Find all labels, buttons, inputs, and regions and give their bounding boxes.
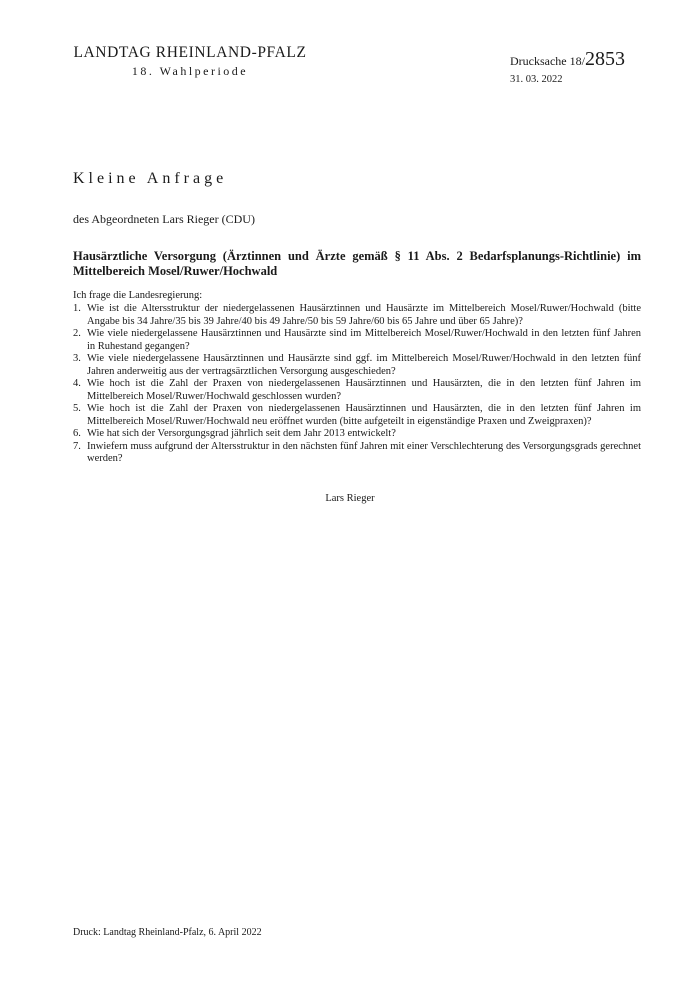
document-type-heading: Kleine Anfrage xyxy=(73,170,228,187)
parliament-name: LANDTAG RHEINLAND-PFALZ xyxy=(73,44,307,61)
question-item xyxy=(73,353,641,378)
question-item xyxy=(73,303,641,328)
question-number: 4. xyxy=(73,378,81,389)
author-line: des Abgeordneten Lars Rieger (CDU) xyxy=(73,212,255,226)
drucksache-label: Drucksache 18/ xyxy=(510,54,585,68)
question-number: 5. xyxy=(73,403,81,414)
legislative-period: 18. Wahlperiode xyxy=(131,64,249,78)
document-reference xyxy=(510,48,625,85)
letterhead xyxy=(73,44,307,79)
question-text: Wie hoch ist die Zahl der Praxen von niedergelassenen Hausärztinnen und Hausärzten, die in den letzten fünf Jahren im Mittelbereich Mosel/Ruwer/Hochwald geschlossen wurden? xyxy=(87,378,641,402)
question-text: Wie viele niedergelassene Hausärztinnen und Hausärzte sind im Mittelbereich Mosel/Ruwer/Hochwald in den letzten fünf Jahren in Ruhestand gegangen? xyxy=(87,328,641,352)
question-number: 7. xyxy=(73,440,81,452)
question-number: 1. xyxy=(73,303,81,314)
question-number: 3. xyxy=(73,353,81,364)
print-footer: Druck: Landtag Rheinland-Pfalz, 6. April 2022 xyxy=(73,927,262,938)
subject-heading: Hausärztliche Versorgung (Ärztinnen und Ärzte gemäß § 11 Abs. 2 Bedarfsplanungs-Richtlinie) im Mittelbereich Mosel/Ruwer/Hochwald xyxy=(73,249,641,278)
drucksache-number: 2853 xyxy=(584,48,625,70)
question-number: 2. xyxy=(73,328,81,339)
question-item xyxy=(73,328,641,353)
question-text: Wie hat sich der Versorgungsgrad jährlich seit dem Jahr 2013 entwickelt? xyxy=(87,428,396,439)
question-item xyxy=(73,403,641,428)
question-item xyxy=(73,378,641,403)
drucksache-line xyxy=(510,48,625,71)
question-number: 6. xyxy=(73,428,81,439)
signature: Lars Rieger xyxy=(325,493,375,504)
question-text: Inwiefern muss aufgrund der Altersstruktur in den nächsten fünf Jahren mit einer Verschlechterung des Versorgungsgrads gerechnet werden? xyxy=(87,440,641,464)
question-text: Wie viele niedergelassene Hausärztinnen und Hausärzte sind ggf. im Mittelbereich Mosel/Ruwer/Hochwald in den letzten fünf Jahren anderweitig aus der vertragsärztlichen Versorgung ausgeschieden? xyxy=(87,353,641,377)
question-text: Wie ist die Altersstruktur der niedergelassenen Hausärztinnen und Hausärzte im Mittelbereich Mosel/Ruwer/Hochwald (bitte Angabe bis 34 Jahre/35 bis 39 Jahre/40 bis 49 Jahre/50 bis 59 Jahre/60 bis 65 Jahre und über 65 Jahre)? xyxy=(87,303,641,327)
question-text: Wie hoch ist die Zahl der Praxen von niedergelassenen Hausärztinnen und Hausärzten, die in den letzten fünf Jahren im Mittelbereich Mosel/Ruwer/Hochwald neu eröffnet wurden (bitte aufgeteilt in eigenständige Praxen und Zweigpraxen)? xyxy=(87,403,641,427)
document-date: 31. 03. 2022 xyxy=(510,74,563,85)
question-item xyxy=(73,428,641,441)
question-list xyxy=(73,303,641,466)
question-item xyxy=(73,441,641,466)
intro-text: Ich frage die Landesregierung: xyxy=(73,290,203,301)
